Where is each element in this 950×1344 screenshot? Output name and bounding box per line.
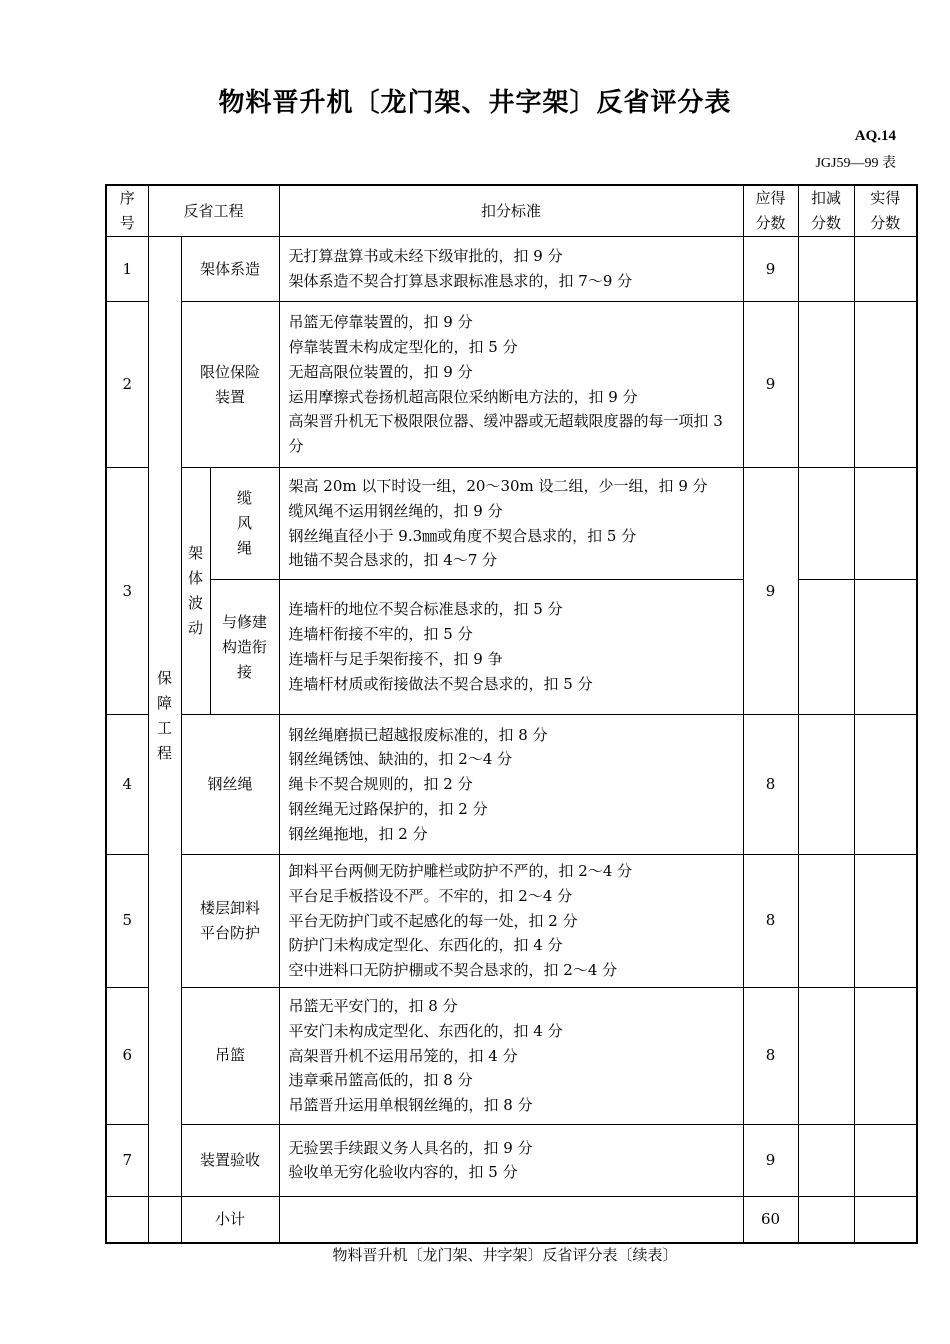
sub-item: 缆风绳	[210, 468, 279, 580]
subtotal-group-cell	[148, 1196, 181, 1243]
header-row	[106, 185, 917, 237]
row-actual-cell[interactable]	[854, 1124, 917, 1196]
row-deduct-cell[interactable]	[798, 580, 854, 715]
table-row	[106, 1124, 917, 1196]
row-criteria: 卸料平台两侧无防护雕栏或防护不严的，扣 2～4 分 平台足手板搭设不严。不牢的，扣 2～4 分 平台无防护门或不起感化的每一处，扣 2 分 防护门未构成定型化、东西化的，扣 4 分 空中进料口无防护棚或不契合恳求的，扣 2～4 分	[279, 855, 743, 988]
row-deduct-cell[interactable]	[798, 468, 854, 580]
score-table	[105, 184, 918, 1244]
table-row	[106, 237, 917, 302]
table-row	[106, 855, 917, 988]
row-criteria: 无验罢手续跟义务人具名的，扣 9 分 验收单无穷化验收内容的，扣 5 分	[279, 1124, 743, 1196]
subtotal-actual-cell[interactable]	[854, 1196, 917, 1243]
subtotal-criteria-cell	[279, 1196, 743, 1243]
header-criteria: 扣分标准	[279, 185, 743, 237]
standard-ref: JGJ59—99 表	[815, 156, 896, 171]
subtotal-due-score: 60	[743, 1196, 798, 1243]
header-deduct: 扣减分数	[798, 185, 854, 237]
row-item: 装置验收	[181, 1124, 279, 1196]
row-actual-cell[interactable]	[854, 987, 917, 1124]
continuation-caption: 物料晋升机〔龙门架、井字架〕反省评分表〔续表〕	[332, 1246, 678, 1264]
subtotal-seq-cell	[106, 1196, 148, 1243]
row-item: 架体系造	[181, 237, 279, 302]
table-row	[106, 302, 917, 468]
row-item: 楼层卸料平台防护	[181, 855, 279, 988]
subtotal-row	[106, 1196, 917, 1243]
row-deduct-cell[interactable]	[798, 715, 854, 855]
page-title: 物料晋升机〔龙门架、井字架〕反省评分表	[218, 88, 732, 118]
row-deduct-cell[interactable]	[798, 1124, 854, 1196]
row-actual-cell[interactable]	[854, 580, 917, 715]
row-deduct-cell[interactable]	[798, 302, 854, 468]
row-actual-cell[interactable]	[854, 302, 917, 468]
row-deduct-cell[interactable]	[798, 987, 854, 1124]
row-seq: 5	[106, 855, 148, 988]
row-due-score: 9	[743, 302, 798, 468]
row-seq: 7	[106, 1124, 148, 1196]
row-deduct-cell[interactable]	[798, 237, 854, 302]
row-item: 限位保险装置	[181, 302, 279, 468]
row-seq: 1	[106, 237, 148, 302]
row-criteria: 吊篮无平安门的，扣 8 分 平安门未构成定型化、东西化的，扣 4 分 高架晋升机不运用吊笼的，扣 4 分 违章乘吊篮高低的，扣 8 分 吊篮晋升运用单根钢丝绳的，扣 8 分	[279, 987, 743, 1124]
sub-item: 与修建构造衔接	[210, 580, 279, 715]
row-criteria: 连墙杆的地位不契合标准恳求的，扣 5 分 连墙杆衔接不牢的，扣 5 分 连墙杆与足手架衔接不，扣 9 争 连墙杆材质或衔接做法不契合恳求的，扣 5 分	[279, 580, 743, 715]
row-actual-cell[interactable]	[854, 468, 917, 580]
form-code: AQ.14	[854, 128, 896, 144]
header-due: 应得分数	[743, 185, 798, 237]
row-due-score: 9	[743, 1124, 798, 1196]
row-actual-cell[interactable]	[854, 237, 917, 302]
row-due-score: 9	[743, 468, 798, 715]
row-item: 吊篮	[181, 987, 279, 1124]
row-actual-cell[interactable]	[854, 715, 917, 855]
row-item: 架体波动	[181, 468, 210, 715]
table-row	[106, 715, 917, 855]
subtotal-label: 小计	[181, 1196, 279, 1243]
header-item: 反省工程	[148, 185, 279, 237]
row-item: 钢丝绳	[181, 715, 279, 855]
header-actual: 实得分数	[854, 185, 917, 237]
row-due-score: 8	[743, 715, 798, 855]
row-seq: 3	[106, 468, 148, 715]
row-due-score: 8	[743, 987, 798, 1124]
row-criteria: 无打算盘算书或未经下级审批的，扣 9 分 架体系造不契合打算恳求跟标准恳求的，扣 7～9 分	[279, 237, 743, 302]
row-seq: 6	[106, 987, 148, 1124]
row-seq: 4	[106, 715, 148, 855]
subtotal-deduct-cell[interactable]	[798, 1196, 854, 1243]
row-criteria: 架高 20m 以下时设一组，20～30m 设二组，少一组，扣 9 分 缆风绳不运用钢丝绳的，扣 9 分 钢丝绳直径小于 9.3㎜或角度不契合恳求的，扣 5 分 地锚不契合恳求的，扣 4～7 分	[279, 468, 743, 580]
row-due-score: 8	[743, 855, 798, 988]
row-criteria: 吊篮无停靠装置的，扣 9 分 停靠装置未构成定型化的，扣 5 分 无超高限位装置的，扣 9 分 运用摩擦式卷扬机超高限位采纳断电方法的，扣 9 分 高架晋升机无下极限限位器、缓冲器或无超载限度器的每一项扣 3 分	[279, 302, 743, 468]
row-due-score: 9	[743, 237, 798, 302]
table-row	[106, 987, 917, 1124]
row-criteria: 钢丝绳磨损已超越报废标准的，扣 8 分 钢丝绳锈蚀、缺油的，扣 2～4 分 绳卡不契合规则的，扣 2 分 钢丝绳无过路保护的，扣 2 分 钢丝绳拖地，扣 2 分	[279, 715, 743, 855]
group-label: 保障工程	[148, 237, 181, 1197]
row-actual-cell[interactable]	[854, 855, 917, 988]
row-seq: 2	[106, 302, 148, 468]
row-deduct-cell[interactable]	[798, 855, 854, 988]
table-row	[106, 468, 917, 580]
header-seq: 序号	[106, 185, 148, 237]
